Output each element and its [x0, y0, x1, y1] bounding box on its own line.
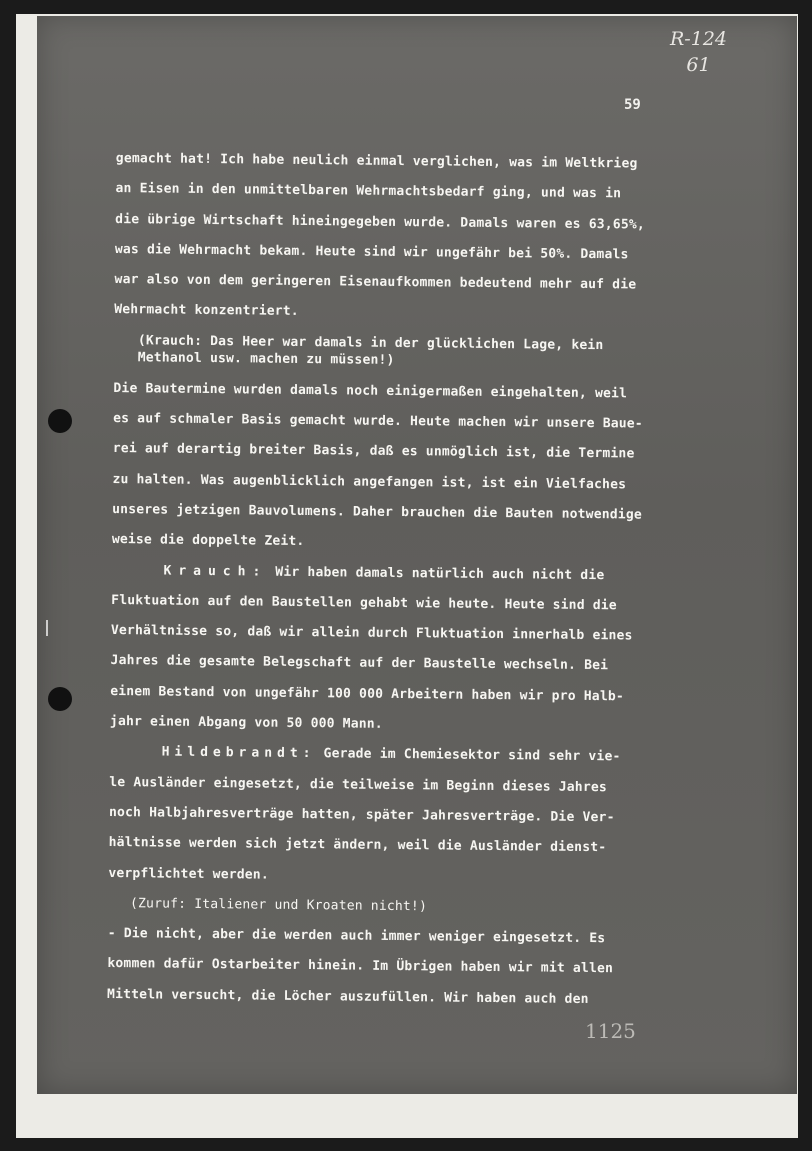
text-line: rei auf derartig breiter Basis, daß es unmöglich ist, die Termine: [112, 441, 635, 462]
speaker-name: Krauch:: [163, 563, 268, 580]
punch-hole: [48, 687, 72, 711]
text-line: Mitteln versucht, die Löcher auszufüllen. Wir haben auch den: [107, 986, 589, 1007]
text-line: an Eisen in den unmittelbaren Wehrmachtsbedarf ging, und was in: [115, 181, 622, 202]
stamped-page-number: 1125: [585, 1019, 636, 1043]
text-line: le Ausländer eingesetzt, die teilweise im Beginn dieses Jahres: [109, 774, 608, 795]
page-number: 59: [624, 97, 641, 113]
text-line: es auf schmaler Basis gemacht wurde. Heute machen wir unsere Baue-: [113, 411, 643, 432]
speaker-name: Hildebrandt:: [161, 744, 316, 762]
text-line: die übrige Wirtschaft hineingegeben wurde. Damals waren es 63,65%,: [115, 211, 646, 233]
text-line: - Die nicht, aber die werden auch immer weniger eingesetzt. Es: [107, 926, 606, 947]
interjection-line: (Zuruf: Italiener und Kroaten nicht!): [129, 896, 428, 915]
archive-ref-line1: R-124: [670, 28, 727, 50]
text-segment: Gerade im Chemiesektor sind sehr vie-: [315, 746, 621, 765]
text-line: weise die doppelte Zeit.: [111, 532, 305, 550]
margin-tick: [46, 620, 48, 636]
text-line: gemacht hat! Ich habe neulich einmal verglichen, was im Weltkrieg: [115, 150, 638, 172]
text-line: zu halten. Was augenblicklich angefangen ist, ist ein Vielfaches: [112, 471, 627, 493]
text-line: jahr einen Abgang von 50 000 Mann.: [109, 714, 383, 732]
archive-reference: [670, 26, 727, 78]
text-line: Jahres die gesamte Belegschaft auf der Baustelle wechseln. Bei: [110, 653, 609, 674]
text-line: unseres jetzigen Bauvolumens. Daher brauchen die Bauten notwendige: [112, 501, 642, 523]
text-line: einem Bestand von ungefähr 100 000 Arbeitern haben wir pro Halb-: [110, 683, 625, 705]
punch-hole: [48, 409, 72, 433]
text-line: kommen dafür Ostarbeiter hinein. Im Übrigen haben wir mit allen: [107, 956, 614, 977]
text-line: was die Wehrmacht bekam. Heute sind wir ungefähr bei 50%. Damals: [114, 241, 629, 263]
text-line: Wehrmacht konzentriert.: [114, 302, 299, 320]
quote-line: Methanol usw. machen zu müssen!): [137, 350, 395, 368]
text-line: Fluktuation auf den Baustellen gehabt wie heute. Heute sind die: [111, 592, 617, 614]
text-line: war also von dem geringeren Eisenaufkommen bedeutend mehr auf die: [114, 272, 637, 293]
typed-body-text: [107, 144, 732, 1016]
text-line: hältnisse werden sich jetzt ändern, weil die Ausländer dienst-: [108, 835, 607, 856]
text-line: Die Bautermine wurden damals noch einigermaßen eingehalten, weil: [113, 380, 628, 402]
text-line: noch Halbjahresverträge hatten, später Jahresverträge. Die Ver-: [108, 804, 615, 826]
text-line: verpflichtet werden.: [108, 865, 269, 883]
quote-line: (Krauch: Das Heer war damals in der glücklichen Lage, kein: [137, 333, 604, 353]
text-segment: Wir haben damals natürlich auch nicht die: [267, 564, 605, 583]
archive-ref-line2: 61: [686, 54, 711, 76]
text-line: Verhältnisse so, daß wir allein durch Fluktuation innerhalb eines: [110, 623, 633, 644]
